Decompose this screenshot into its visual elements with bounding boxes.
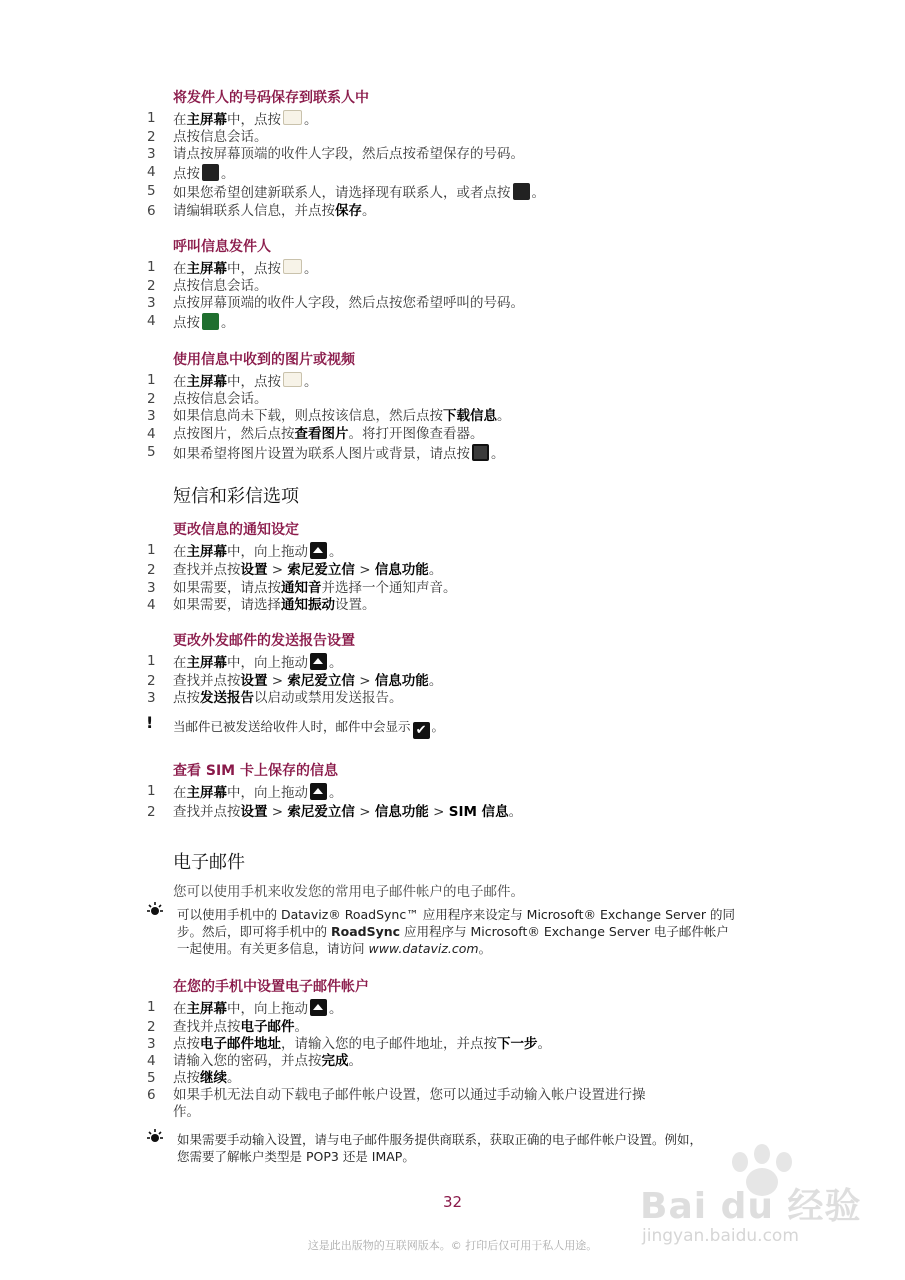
envelope-icon bbox=[283, 110, 302, 125]
picture-icon bbox=[472, 444, 489, 461]
dataviz-link[interactable]: www.dataviz.com bbox=[368, 941, 479, 956]
section-title-save-number: 将发件人的号码保存到联系人中 bbox=[173, 90, 369, 106]
envelope-icon bbox=[283, 372, 302, 387]
drag-up-icon bbox=[310, 653, 327, 670]
drag-up-icon bbox=[310, 999, 327, 1016]
tip-roadsync: 可以使用手机中的 Dataviz® RoadSync™ 应用程序来设定与 Microsoft® Exchange Server 的同 步。然后，即可将手机中的 RoadSync 应用程序与 Microsoft® Exchange Server 电子邮件帐户 一起使用。有关更多信息，请访问 www.dataviz.com。 bbox=[177, 907, 736, 956]
section-title-call-sender: 呼叫信息发件人 bbox=[173, 239, 271, 255]
heading-email: 电子邮件 bbox=[173, 852, 245, 873]
lightbulb-icon bbox=[146, 902, 164, 922]
envelope-icon bbox=[283, 259, 302, 274]
section-title-notify-settings: 更改信息的通知设定 bbox=[173, 522, 299, 538]
heading-sms-mms-options: 短信和彩信选项 bbox=[173, 486, 299, 507]
section-title-delivery-report: 更改外发邮件的发送报告设置 bbox=[173, 633, 355, 649]
section-title-setup-email: 在您的手机中设置电子邮件帐户 bbox=[173, 979, 369, 995]
page-number: 32 bbox=[442, 1193, 463, 1211]
manual-page: 将发件人的号码保存到联系人中 1 在主屏幕中，点按 。 2 点按信息会话。 3 请点按屏幕顶端的收件人字段，然后点按希望保存的号码。 4 点按 。 5 如果您希望创建新联系人，请选择现有联系人，或者点按 。 6 请编辑联系人信息，并点按保存。 呼叫信息发件人 1 在主屏幕中，点按 。 2 点按信息会话。 3 点按屏幕顶端的收件人字段，然后点按您希望呼叫的号码。 4 点按 。 使用信息中收到的图片或视频 1 在主屏幕中，点按 。 2 点按信息会话。 3 如果信息尚未下载，则点按该信息，然后点按下载信息。 4 点按图片，然后点按查看图片。将打开图像查看器。 5 如果希望将图片设置为联系人图片或背景，请点按 。 短信和彩信选项 更改信息的通知设定 1 在主屏幕中，向上拖动 。 2 查找并点按设置 > 索尼爱立信 > 信息功能。 3 如果需要，请点按通知音并选择一个通知声音。 4 如果需要，请选择通知振动设置。 更改外发邮件的发送报告设置 1 在主屏幕中，向上拖动 。 2 查找并点按设置 > 索尼爱立信 > 信息功能。 3 点按发送报告以启动或禁用发送报告。 ! 当邮件已被发送给收件人时，邮件中会显示 ✔ 。 查看 SIM 卡上保存的信息 1 在主屏幕中，向上拖动 。 2 查找并点按设置 > 索尼爱立信 > 信息功能 > SIM 信息。 电子邮件 您可以使用手机来收发您的常用电子邮件帐户的电子邮件。 可以使用手机中的 Dataviz® RoadSync™ 应用程序来设定与 Microsoft® Exchange Server 的同 步。然后，即可将手机中的 RoadSync 应用程序与 Microsoft® Exchange Server 电子邮件帐户 一起使用。有关更多信息，请访问 www.dataviz.com。 在您的手机中设置电子邮件帐户 1 在主屏幕中，向上拖动 。 2 查找并点按电子邮件。 3 点按电子邮件地址，请输入您的电子邮件地址，并点按下一步。 4 请输入您的密码，并点按完成。 5 点按继续。 6 如果手机无法自动下载电子邮件帐户设置，您可以通过手动输入帐户设置进行操 作。 如果需要手动输入设置，请与电子邮件服务提供商联系，获取正确的电子邮件帐户设置。例如， 您需要了解帐户类型是 POP3 还是 IMAP。 32 这是此出版物的互联网版本。© 打印后仅可用于私人用途。 Bai du 经验 jingyan.baidu.com bbox=[0, 0, 905, 1280]
add-contact-icon bbox=[513, 183, 530, 200]
check-icon: ✔ bbox=[413, 722, 430, 739]
drag-up-icon bbox=[310, 542, 327, 559]
note-delivery: 当邮件已被发送给收件人时，邮件中会显示 ✔ 。 bbox=[173, 719, 445, 738]
lightbulb-icon bbox=[146, 1129, 164, 1149]
email-intro: 您可以使用手机来收发您的常用电子邮件帐户的电子邮件。 bbox=[173, 884, 524, 900]
section-title-use-media: 使用信息中收到的图片或视频 bbox=[173, 352, 355, 368]
contact-icon bbox=[202, 164, 219, 181]
footer-notice: 这是此出版物的互联网版本。© 打印后仅可用于私人用途。 bbox=[307, 1239, 598, 1252]
baidu-watermark: Bai du 经验 jingyan.baidu.com bbox=[630, 1140, 870, 1250]
exclamation-icon: ! bbox=[146, 713, 154, 732]
call-icon bbox=[202, 313, 219, 330]
tip-manual-settings: 如果需要手动输入设置，请与电子邮件服务提供商联系，获取正确的电子邮件帐户设置。例如， 您需要了解帐户类型是 POP3 还是 IMAP。 bbox=[177, 1132, 703, 1164]
drag-up-icon bbox=[310, 783, 327, 800]
section-title-sim-messages: 查看 SIM 卡上保存的信息 bbox=[173, 763, 338, 779]
